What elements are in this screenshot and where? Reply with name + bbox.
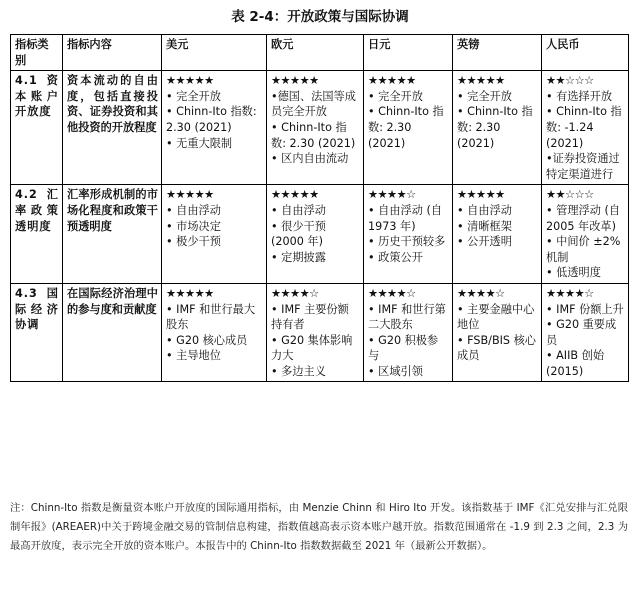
bullet-item: • 无重大限制 bbox=[166, 136, 233, 150]
star-rating: ★★★★★ bbox=[457, 188, 505, 202]
star-rating: ★★★★☆ bbox=[368, 188, 416, 202]
bullet-item: • 低透明度 bbox=[546, 266, 601, 280]
bullet-item: • 完全开放 bbox=[368, 89, 423, 103]
header-eur: 欧元 bbox=[267, 35, 364, 71]
star-rating: ★★★★★ bbox=[271, 188, 319, 202]
bullet-item: • 中间价 ±2%机制 bbox=[546, 235, 621, 264]
bullet-item: • G20 集体影响力大 bbox=[271, 333, 353, 363]
cell-cny bbox=[542, 71, 629, 185]
cell-usd bbox=[162, 283, 267, 382]
cell-gbp bbox=[453, 71, 542, 185]
bullet-item: • 多边主义 bbox=[271, 364, 326, 378]
bullet-item: • 定期披露 bbox=[271, 250, 326, 264]
row-content: 在国际经济治理中的参与度和贡献度 bbox=[63, 283, 162, 382]
star-rating: ★★★★★ bbox=[457, 74, 505, 88]
star-rating: ★★☆☆☆ bbox=[546, 188, 594, 202]
header-jpy: 日元 bbox=[364, 35, 453, 71]
cell-jpy bbox=[364, 283, 453, 382]
bullet-item: • 市场决定 bbox=[166, 219, 221, 233]
bullet-item: •德国、法国等成员完全开放 bbox=[271, 89, 356, 119]
header-gbp: 英镑 bbox=[453, 35, 542, 71]
bullet-item: • 公开透明 bbox=[457, 235, 512, 249]
cell-eur bbox=[267, 71, 364, 185]
star-rating: ★★★★★ bbox=[166, 286, 214, 300]
bullet-item: • G20 核心成员 bbox=[166, 333, 248, 347]
footnote: 注：Chinn-Ito 指数是衡量资本账户开放度的国际通用指标，由 Menzie Chinn 和 Hiro Ito 开发。该指数基于 IMF《汇兑安排与汇兑限制年报》(AREAER)中关于跨境金融交易的管制信息构建，指数值越高表示资本账户越开放。指数范围通常在 -1.9 到 2.3 之间，2.3 为最高开放度，表示完全开放的资本账户。本报告中的 Chinn-Ito 指数数据截至 2021 年（最新公开数据）。 bbox=[10, 502, 628, 552]
cell-gbp bbox=[453, 283, 542, 382]
bullet-item: • Chinn-Ito 指数: 2.30 (2021) bbox=[166, 105, 257, 134]
bullet-item: • Chinn-Ito 指数: -1.24 (2021) bbox=[546, 105, 622, 150]
table-title: 表 2-4：开放政策与国际协调 bbox=[231, 9, 409, 25]
row-category: 4.3国际经济协调 bbox=[11, 283, 63, 382]
policy-table bbox=[10, 34, 629, 382]
bullet-item: • 有选择开放 bbox=[546, 89, 613, 103]
bullet-item: • 完全开放 bbox=[166, 89, 221, 103]
bullet-item: • 区内自由流动 bbox=[271, 152, 349, 166]
bullet-item: • IMF 和世行第二大股东 bbox=[368, 302, 446, 332]
cell-usd bbox=[162, 71, 267, 185]
bullet-item: • 自由浮动 (自 1973 年) bbox=[368, 203, 443, 233]
star-rating: ★★★★☆ bbox=[457, 286, 505, 300]
bullet-item: • IMF 和世行最大股东 bbox=[166, 302, 256, 332]
cell-cny bbox=[542, 185, 629, 284]
cell-eur bbox=[267, 283, 364, 382]
star-rating: ★★☆☆☆ bbox=[546, 74, 594, 88]
row-content: 汇率形成机制的市场化程度和政策干预透明度 bbox=[63, 185, 162, 284]
bullet-item: • IMF 主要份额持有者 bbox=[271, 302, 349, 332]
bullet-item: • 完全开放 bbox=[457, 89, 512, 103]
bullet-item: • IMF 份额上升 bbox=[546, 302, 624, 316]
bullet-item: • 主要金融中心地位 bbox=[457, 302, 535, 332]
header-usd: 美元 bbox=[162, 35, 267, 71]
row-content: 资本流动的自由度，包括直接投资、证券投资和其他投资的开放程度 bbox=[63, 71, 162, 185]
cell-gbp bbox=[453, 185, 542, 284]
bullet-item: • 清晰框架 bbox=[457, 219, 512, 233]
star-rating: ★★★★☆ bbox=[546, 286, 594, 300]
bullet-item: • AIIB 创始 (2015) bbox=[546, 349, 605, 378]
bullet-item: • 极少干预 bbox=[166, 235, 221, 249]
bullet-item: • 自由浮动 bbox=[457, 203, 512, 217]
cell-jpy bbox=[364, 71, 453, 185]
table-row bbox=[11, 185, 629, 284]
star-rating: ★★★★★ bbox=[368, 74, 416, 88]
bullet-item: • G20 积极参与 bbox=[368, 333, 439, 363]
bullet-item: • 主导地位 bbox=[166, 349, 221, 363]
header-content: 指标内容 bbox=[63, 35, 162, 71]
bullet-item: • 政策公开 bbox=[368, 250, 423, 264]
star-rating: ★★★★☆ bbox=[271, 286, 319, 300]
star-rating: ★★★★★ bbox=[271, 74, 319, 88]
bullet-item: • 自由浮动 bbox=[271, 203, 326, 217]
cell-cny bbox=[542, 283, 629, 382]
bullet-item: •证券投资通过特定渠道进行 bbox=[546, 152, 620, 181]
star-rating: ★★★★★ bbox=[166, 74, 214, 88]
bullet-item: • 管理浮动 (自 2005 年改革) bbox=[546, 203, 621, 233]
cell-jpy bbox=[364, 185, 453, 284]
bullet-item: • FSB/BIS 核心成员 bbox=[457, 333, 536, 363]
bullet-item: • Chinn-Ito 指数: 2.30 (2021) bbox=[368, 105, 444, 150]
cell-eur bbox=[267, 185, 364, 284]
bullet-item: • Chinn-Ito 指数: 2.30 (2021) bbox=[457, 105, 533, 150]
header-row bbox=[11, 35, 629, 71]
bullet-item: • Chinn-Ito 指数: 2.30 (2021) bbox=[271, 120, 356, 150]
bullet-item: • 区域引领 bbox=[368, 364, 423, 378]
bullet-item: • 历史干预较多 bbox=[368, 235, 446, 249]
bullet-item: • G20 重要成员 bbox=[546, 318, 617, 347]
star-rating: ★★★★☆ bbox=[368, 286, 416, 300]
cell-usd bbox=[162, 185, 267, 284]
bullet-item: • 自由浮动 bbox=[166, 203, 221, 217]
header-category: 指标类别 bbox=[11, 35, 63, 71]
table-row bbox=[11, 283, 629, 382]
table-row bbox=[11, 71, 629, 185]
row-category: 4.1资本账户开放度 bbox=[11, 71, 63, 185]
row-category: 4.2汇率政策透明度 bbox=[11, 185, 63, 284]
bullet-item: • 很少干预 (2000 年) bbox=[271, 219, 326, 249]
header-cny: 人民币 bbox=[542, 35, 629, 71]
star-rating: ★★★★★ bbox=[166, 188, 214, 202]
